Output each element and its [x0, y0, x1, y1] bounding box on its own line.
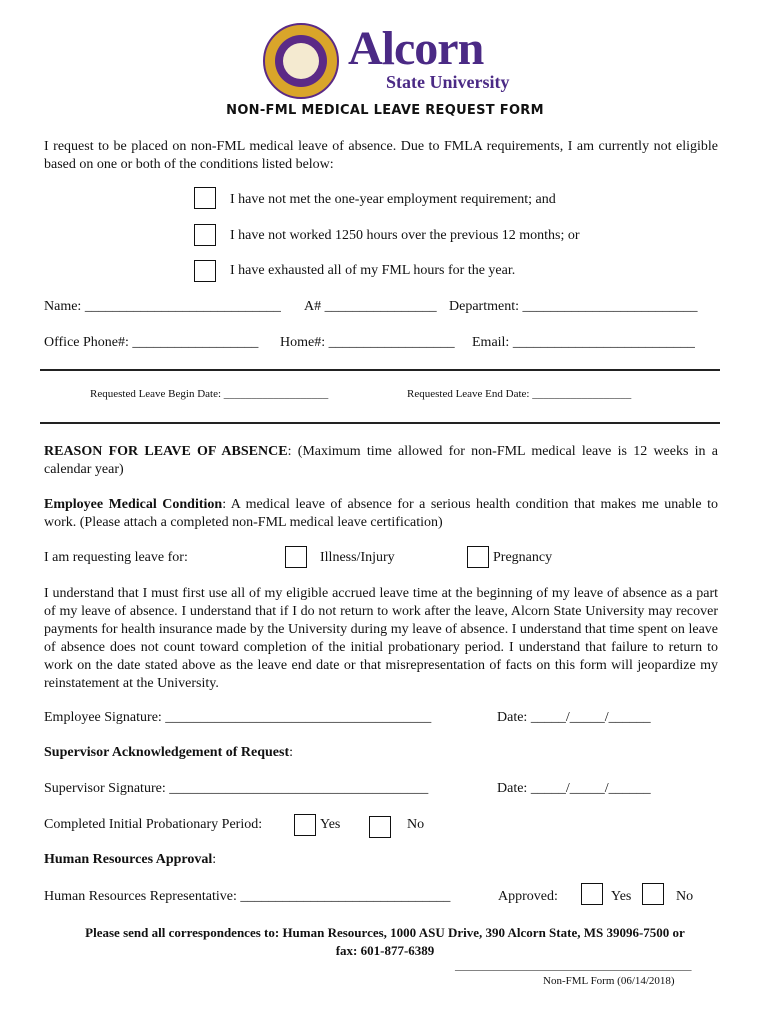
office-phone-field[interactable]: Office Phone#: __________________ [44, 335, 259, 350]
condition-2-checkbox[interactable] [194, 224, 216, 246]
supervisor-signature-field[interactable]: Supervisor Signature: _____________________________________ [44, 781, 429, 796]
divider-bottom [40, 422, 720, 424]
condition-1-label: I have not met the one-year employment requirement; and [230, 192, 556, 207]
reason-text: : (Maximum time allowed for non-FML medical leave is 12 weeks in a calendar year) [44, 444, 719, 477]
condition-3-label: I have exhausted all of my FML hours for the year. [230, 263, 516, 278]
supervisor-heading-line [44, 745, 293, 761]
form-id: Non-FML Form (06/14/2018) [543, 975, 675, 987]
logo-wordmark: Alcorn [348, 22, 484, 75]
leave-end-date-field[interactable]: Requested Leave End Date: __________________ [407, 388, 632, 400]
hr-heading-colon: : [212, 852, 217, 867]
leave-begin-date-field[interactable]: Requested Leave Begin Date: ___________________ [90, 388, 329, 400]
hr-representative-field[interactable]: Human Resources Representative: ______________________________ [44, 889, 451, 904]
condition-1-checkbox[interactable] [194, 187, 216, 209]
hr-heading: Human Resources Approval [44, 852, 213, 867]
employee-signature-field[interactable]: Employee Signature: ______________________________________ [44, 710, 432, 725]
approved-no-label: No [676, 889, 694, 904]
form-id-rule: ___________________________________________ [455, 960, 692, 972]
pregnancy-label: Pregnancy [493, 550, 553, 565]
form-title: NON-FML MEDICAL LEAVE REQUEST FORM [226, 103, 544, 118]
medical-condition-heading: Employee Medical Condition [44, 497, 223, 512]
email-field[interactable]: Email: __________________________ [472, 335, 695, 350]
probation-yes-checkbox[interactable] [294, 814, 316, 836]
approved-yes-label: Yes [611, 889, 632, 904]
probation-no-label: No [407, 817, 425, 832]
approved-no-checkbox[interactable] [642, 883, 664, 905]
department-field[interactable]: Department: _________________________ [449, 299, 698, 314]
hr-heading-line [44, 852, 216, 868]
approved-label: Approved: [498, 889, 558, 904]
illness-injury-checkbox[interactable] [285, 546, 307, 568]
condition-2-label: I have not worked 1250 hours over the previous 12 months; or [230, 228, 580, 243]
divider-top [40, 369, 720, 371]
home-phone-field[interactable]: Home#: __________________ [280, 335, 455, 350]
supervisor-heading: Supervisor Acknowledgement of Request [44, 745, 290, 760]
a-number-field[interactable]: A# ________________ [304, 299, 437, 314]
requesting-leave-label: I am requesting leave for: [44, 550, 188, 565]
reason-paragraph [44, 443, 718, 479]
pregnancy-checkbox[interactable] [467, 546, 489, 568]
condition-3-checkbox[interactable] [194, 260, 216, 282]
supervisor-date-field[interactable]: Date: _____/_____/______ [497, 781, 651, 796]
medical-condition-text: : A medical leave of absence for a serious health condition that makes me unable to work. (Please attach a completed non-FML medical leave certification) [44, 497, 718, 530]
probation-no-checkbox[interactable] [369, 816, 391, 838]
understanding-paragraph: I understand that I must first use all of my eligible accrued leave time at the beginning of my leave of absence as a part of my leave of absence. I understand that if I do not return to work after the leave, Alcorn State University may recover payments for health insurance made by the University during my leave of absence. I understand that time spent on leave of absence does not count toward completion of the initial probationary period. I understand that failure to return to work on the date stated above as the leave end date or that misrepresentation of facts on this form will jeopardize my reinstatement at the University. [44, 586, 718, 691]
logo-subtitle: State University [386, 72, 510, 92]
university-seal [263, 23, 339, 99]
footer-address: Please send all correspondences to: Human Resources, 1000 ASU Drive, 390 Alcorn State, MS 39096-7500 or [85, 925, 685, 940]
footer-fax: fax: 601-877-6389 [335, 943, 435, 958]
supervisor-heading-colon: : [289, 745, 294, 760]
probation-yes-label: Yes [320, 817, 341, 832]
reason-heading: REASON FOR LEAVE OF ABSENCE [44, 444, 288, 459]
illness-injury-label: Illness/Injury [320, 550, 395, 565]
approved-yes-checkbox[interactable] [581, 883, 603, 905]
medical-condition-paragraph [44, 496, 718, 532]
employee-date-field[interactable]: Date: _____/_____/______ [497, 710, 651, 725]
name-field[interactable]: Name: ____________________________ [44, 299, 281, 314]
intro-text: I request to be placed on non-FML medical leave of absence. Due to FMLA requirements, I am currently not eligible based on one or both of the conditions listed below: [44, 139, 718, 172]
probation-label: Completed Initial Probationary Period: [44, 817, 263, 832]
